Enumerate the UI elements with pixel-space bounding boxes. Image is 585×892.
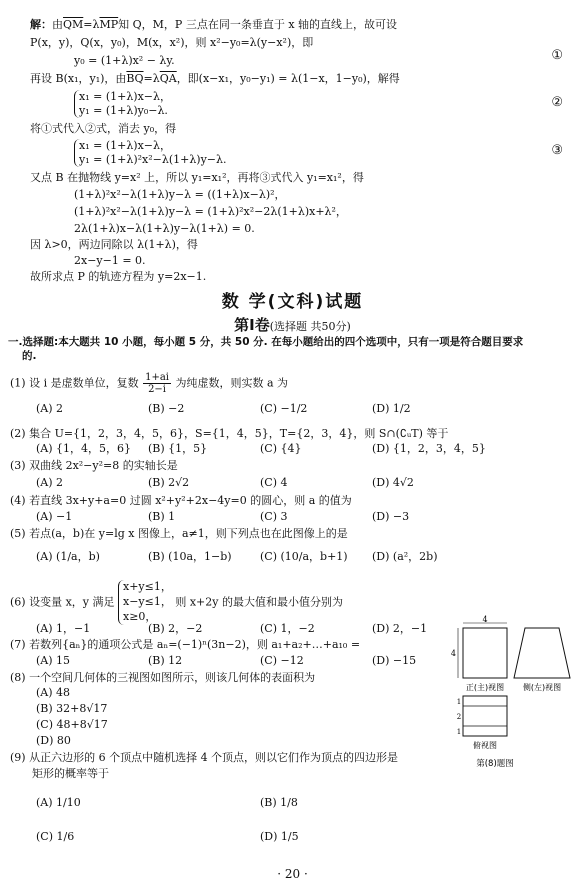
q3-option-b[interactable]: (B) 2√2 (148, 476, 190, 489)
q1-option-a[interactable]: (A) 2 (36, 402, 64, 415)
dim-2-label: 2 (456, 713, 462, 721)
q1-option-d[interactable]: (D) 1/2 (372, 402, 411, 415)
constraint-system: x+y≤1， x−y≤1， x≥0， (118, 580, 172, 625)
system-equation: x₁ = (1+λ)x−λ， y₁ = (1+λ)²x²−λ(1+λ)y−λ. (74, 139, 227, 167)
question-6-stem: (6) 设变量 x，y 满足 x+y≤1， x−y≤1， x≥0， 则 x+2y 的最大值和最小值分别为 (10, 580, 343, 623)
q7-option-d[interactable]: (D) −15 (372, 654, 417, 667)
question-8-stem: (8) 一个空间几何体的三视图如图所示，则该几何体的表面积为 (10, 671, 316, 684)
q6-option-a[interactable]: (A) 1，−1 (36, 622, 91, 635)
q4-option-a[interactable]: (A) −1 (36, 510, 73, 523)
three-view-figure (450, 615, 575, 828)
fraction: $\frac{1+ai}{2-i}$ (145, 372, 169, 395)
exam-title: 数 学(文科)试题 (221, 292, 364, 312)
q9-option-b[interactable]: (B) 1/8 (260, 796, 298, 809)
q8-option-d[interactable]: (D) 80 (36, 734, 71, 747)
q3-option-a[interactable]: (A) 2 (36, 476, 64, 489)
top-view-label: 俯视图 (473, 741, 497, 750)
top-view-rect (463, 696, 507, 736)
solution-line: 将①式代入②式，消去 y₀，得 (30, 122, 177, 135)
q1-option-c[interactable]: (C) −1/2 (260, 402, 308, 415)
vector-mp: $\overline{MP}$ (99, 18, 119, 31)
q2-option-b[interactable]: (B) {1，5} (148, 442, 208, 455)
equation-marker-2: ② (551, 95, 563, 110)
q5-option-b[interactable]: (B) (10a，1−b) (148, 550, 232, 563)
q8-option-c[interactable]: (C) 48+8√17 (36, 718, 108, 731)
section-note: (选择题 共50分) (269, 320, 351, 333)
solution-line: y₀ = (1+λ)x² − λy. (74, 54, 175, 67)
q5-option-c[interactable]: (C) (10/a，b+1) (260, 550, 348, 563)
solution-line: 故所求点 P 的轨迹方程为 y=2x−1. (30, 270, 207, 283)
q4-option-b[interactable]: (B) 1 (148, 510, 176, 523)
q4-option-d[interactable]: (D) −3 (372, 510, 410, 523)
q8-option-b[interactable]: (B) 32+8√17 (36, 702, 108, 715)
q3-option-c[interactable]: (C) 4 (260, 476, 288, 489)
solution-line: 又点 B 在抛物线 y=x² 上，所以 y₁=x₁²，再将③式代入 y₁=x₁²，得 (30, 171, 364, 184)
q6-option-d[interactable]: (D) 2，−1 (372, 622, 428, 635)
q2-option-c[interactable]: (C) {4} (260, 442, 302, 455)
q7-option-c[interactable]: (C) −12 (260, 654, 304, 667)
dim-left-label: 4 (450, 649, 456, 658)
system-equation: x₁ = (1+λ)x−λ， y₁ = (1+λ)y₀−λ. (74, 90, 171, 118)
equation-marker-1: ① (551, 48, 563, 63)
q3-option-d[interactable]: (D) 4√2 (372, 476, 414, 489)
q5-option-d[interactable]: (D) (a²，2b) (372, 550, 438, 563)
front-view-rect (463, 628, 507, 678)
solution-line: (1+λ)²x²−λ(1+λ)y−λ = (1+λ)²x²−2λ(1+λ)x+λ²， (74, 205, 347, 218)
solution-line: 2x−y−1 = 0. (74, 254, 146, 267)
front-view-label: 正(主)视图 (465, 683, 505, 692)
page-number: · 20 · (277, 867, 308, 881)
q2-option-d[interactable]: (D) {1，2，3，4，5} (372, 442, 486, 455)
vector-qm: $\overline{QM}$ (63, 18, 84, 31)
side-view-trapezoid (514, 628, 570, 678)
solution-line: P(x，y)，Q(x，y₀)，M(x，x²)，则 x²−y₀=λ(y−x²)，即 (30, 36, 314, 49)
instructions-line-2: 的. (22, 350, 37, 362)
solution-line: 2λ(1+λ)x−λ(1+λ)y−λ(1+λ) = 0. (74, 222, 255, 235)
dim-3-label: 1 (456, 728, 462, 736)
figure-caption: 第(8)题图 (476, 759, 514, 769)
question-4-stem: (4) 若直线 3x+y+a=0 过圆 x²+y²+2x−4y=0 的圆心，则 a 的值为 (10, 494, 352, 507)
q2-option-a[interactable]: (A) {1，4，5，6} (36, 442, 132, 455)
question-2-stem: (2) 集合 U={1，2，3，4，5，6}，S={1，4，5}，T={2，3，4}，则 S∩(∁ᵤT) 等于 (10, 427, 449, 440)
dim-1-label: 1 (456, 698, 462, 706)
question-9-stem-2: 矩形的概率等于 (32, 767, 109, 780)
solution-line: 解：由$\overline{QM}=\lambda\overline{MP}$知 Q，M，P 三点在同一条垂直于 x 轴的直线上，故可设 (30, 18, 398, 31)
q4-option-c[interactable]: (C) 3 (260, 510, 288, 523)
q7-option-a[interactable]: (A) 15 (36, 654, 71, 667)
question-7-stem: (7) 若数列{aₙ}的通项公式是 aₙ=(−1)ⁿ(3n−2)，则 a₁+a₂+…+a₁₀ = (10, 638, 361, 651)
q7-option-b[interactable]: (B) 12 (148, 654, 183, 667)
q8-option-a[interactable]: (A) 48 (36, 686, 71, 699)
solution-line: 再设 B(x₁，y₁)，由$\overline{BQ}=\lambda\overline{QA}$，即(x−x₁，y₀−y₁) = λ(1−x，1−y₀)，解得 (30, 72, 400, 85)
dim-top-label: 4 (482, 615, 488, 624)
equation-marker-3: ③ (551, 143, 563, 158)
q1-option-b[interactable]: (B) −2 (148, 402, 185, 415)
question-5-stem: (5) 若点(a，b)在 y=lg x 图像上，a≠1，则下列点也在此图像上的是 (10, 527, 348, 540)
instructions-line-1: 一.选择题:本大题共 10 小题，每小题 5 分，共 50 分. 在每小题给出的四个选项中，只有一项是符合题目要求 (8, 336, 524, 348)
question-3-stem: (3) 双曲线 2x²−y²=8 的实轴长是 (10, 459, 178, 472)
section-title: 第Ⅰ卷 (234, 316, 270, 334)
question-9-stem-1: (9) 从正六边形的 6 个顶点中随机选择 4 个顶点，则以它们作为顶点的四边形是 (10, 751, 399, 764)
section-heading (0, 316, 585, 335)
side-view-label: 侧(左)视图 (522, 683, 562, 692)
three-view-diagram (450, 615, 580, 828)
q6-option-b[interactable]: (B) 2，−2 (148, 622, 203, 635)
q6-option-c[interactable]: (C) 1，−2 (260, 622, 315, 635)
q9-option-a[interactable]: (A) 1/10 (36, 796, 81, 809)
q9-option-d[interactable]: (D) 1/5 (260, 830, 299, 843)
q9-option-c[interactable]: (C) 1/6 (36, 830, 75, 843)
question-1-stem: (1) 设 i 是虚数单位，复数 $\frac{1+ai}{2-i}$ 为纯虚数，则实数 a 为 (10, 372, 289, 395)
solution-line: (1+λ)²x²−λ(1+λ)y−λ = ((1+λ)x−λ)²， (74, 188, 286, 201)
q5-option-a[interactable]: (A) (1/a，b) (36, 550, 100, 563)
solution-line: 因 λ>0，两边同除以 λ(1+λ)，得 (30, 238, 198, 251)
